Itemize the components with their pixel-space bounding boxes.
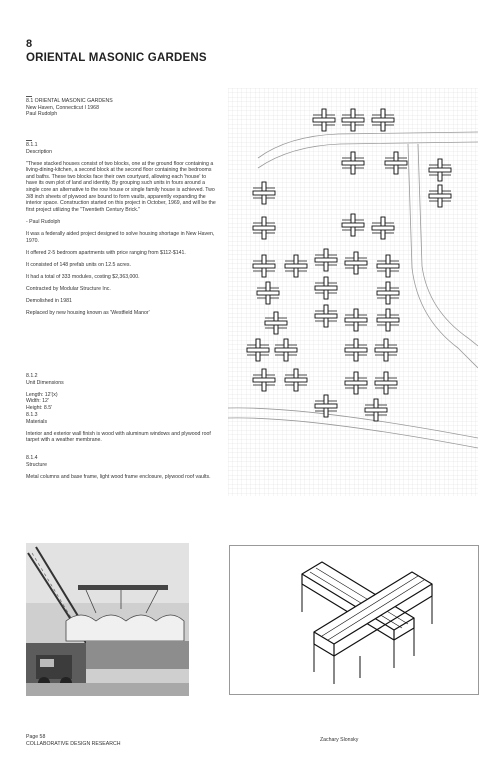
chapter-title: ORIENTAL MASONIC GARDENS xyxy=(26,52,207,64)
organization-name: COLLABORATIVE DESIGN RESEARCH xyxy=(26,741,121,747)
materials-section xyxy=(26,412,216,449)
section-rule xyxy=(26,140,32,141)
section-label: Unit Dimensions xyxy=(26,379,64,386)
dimension-length: Length: 12'(x) xyxy=(26,391,58,398)
fact-item: It had a total of 333 modules, costing $2,363,000. xyxy=(26,273,140,280)
page-number: Page 58 xyxy=(26,734,46,740)
project-location-year: New Haven, Connecticut I 1968 xyxy=(26,104,99,111)
dimension-height: Height: 8.5' xyxy=(26,404,53,411)
section-number: 8.1.3 xyxy=(26,412,38,418)
fact-item: It was a federally aided project designed to solve housing shortage in New Haven, 1970. xyxy=(26,231,215,244)
section-number: 8.1.4 xyxy=(26,455,38,461)
project-architect: Paul Rudolph xyxy=(26,111,58,118)
author-name: Zachary Slonsky xyxy=(320,737,359,743)
section-label: Structure xyxy=(26,461,48,468)
section-label: Materials xyxy=(26,418,48,425)
chapter-number: 8 xyxy=(26,38,33,50)
structure-text: Metal columns and base frame, light wood frame enclosure, plywood roof vaults. xyxy=(26,473,211,480)
site-plan-drawing xyxy=(228,88,478,496)
fact-item: Contracted by Modular Structure Inc. xyxy=(26,286,111,292)
description-section xyxy=(26,140,216,322)
fact-item: Replaced by new housing known as 'Westfield Manor' xyxy=(26,310,150,317)
fact-item: It consisted of 148 prefab units on 12.5 acres. xyxy=(26,261,131,268)
unit-dimensions-section xyxy=(26,373,216,411)
section-rule xyxy=(26,96,32,97)
section-number: 8.1.2 xyxy=(26,373,38,379)
project-header xyxy=(26,96,206,118)
section-number: 8.1.1 xyxy=(26,142,38,148)
crane-lifting-module-photo xyxy=(26,543,189,696)
fact-item: Demolished in 1981 xyxy=(26,298,72,305)
section-label: Description xyxy=(26,148,52,155)
quote-attribution: - Paul Rudolph xyxy=(26,218,61,225)
dimension-width: Width: 12' xyxy=(26,398,49,405)
rudolph-quote: "These stacked houses consist of two blocks, one at the ground floor containing a living-dining-kitchen, a second block at the second floor containing the bedrooms and baths. These two blocks face their own courtyard, allowing each 'house' to have its own plot of land and identity. By grouping such units in fours around a single core an alternative to the row house or single family house is achieved. Two 3/8 inch sheets of plywood are bound to form vaults, apparently expanding the interior space. Construction started on this project in October, 1969, and will be the first project utilizing the "Twentieth Century Brick." xyxy=(26,160,216,213)
structure-section xyxy=(26,455,216,486)
cruciform-axonometric-drawing xyxy=(229,545,479,695)
project-heading: 8.1 ORIENTAL MASONIC GARDENS xyxy=(26,98,113,104)
fact-item: It offered 2-5 bedroom apartments with price ranging from $112-$141. xyxy=(26,249,186,256)
materials-text: Interior and exterior wall finish is wood with aluminum windows and plywood roof tarpet with a weather membrane. xyxy=(26,430,211,444)
